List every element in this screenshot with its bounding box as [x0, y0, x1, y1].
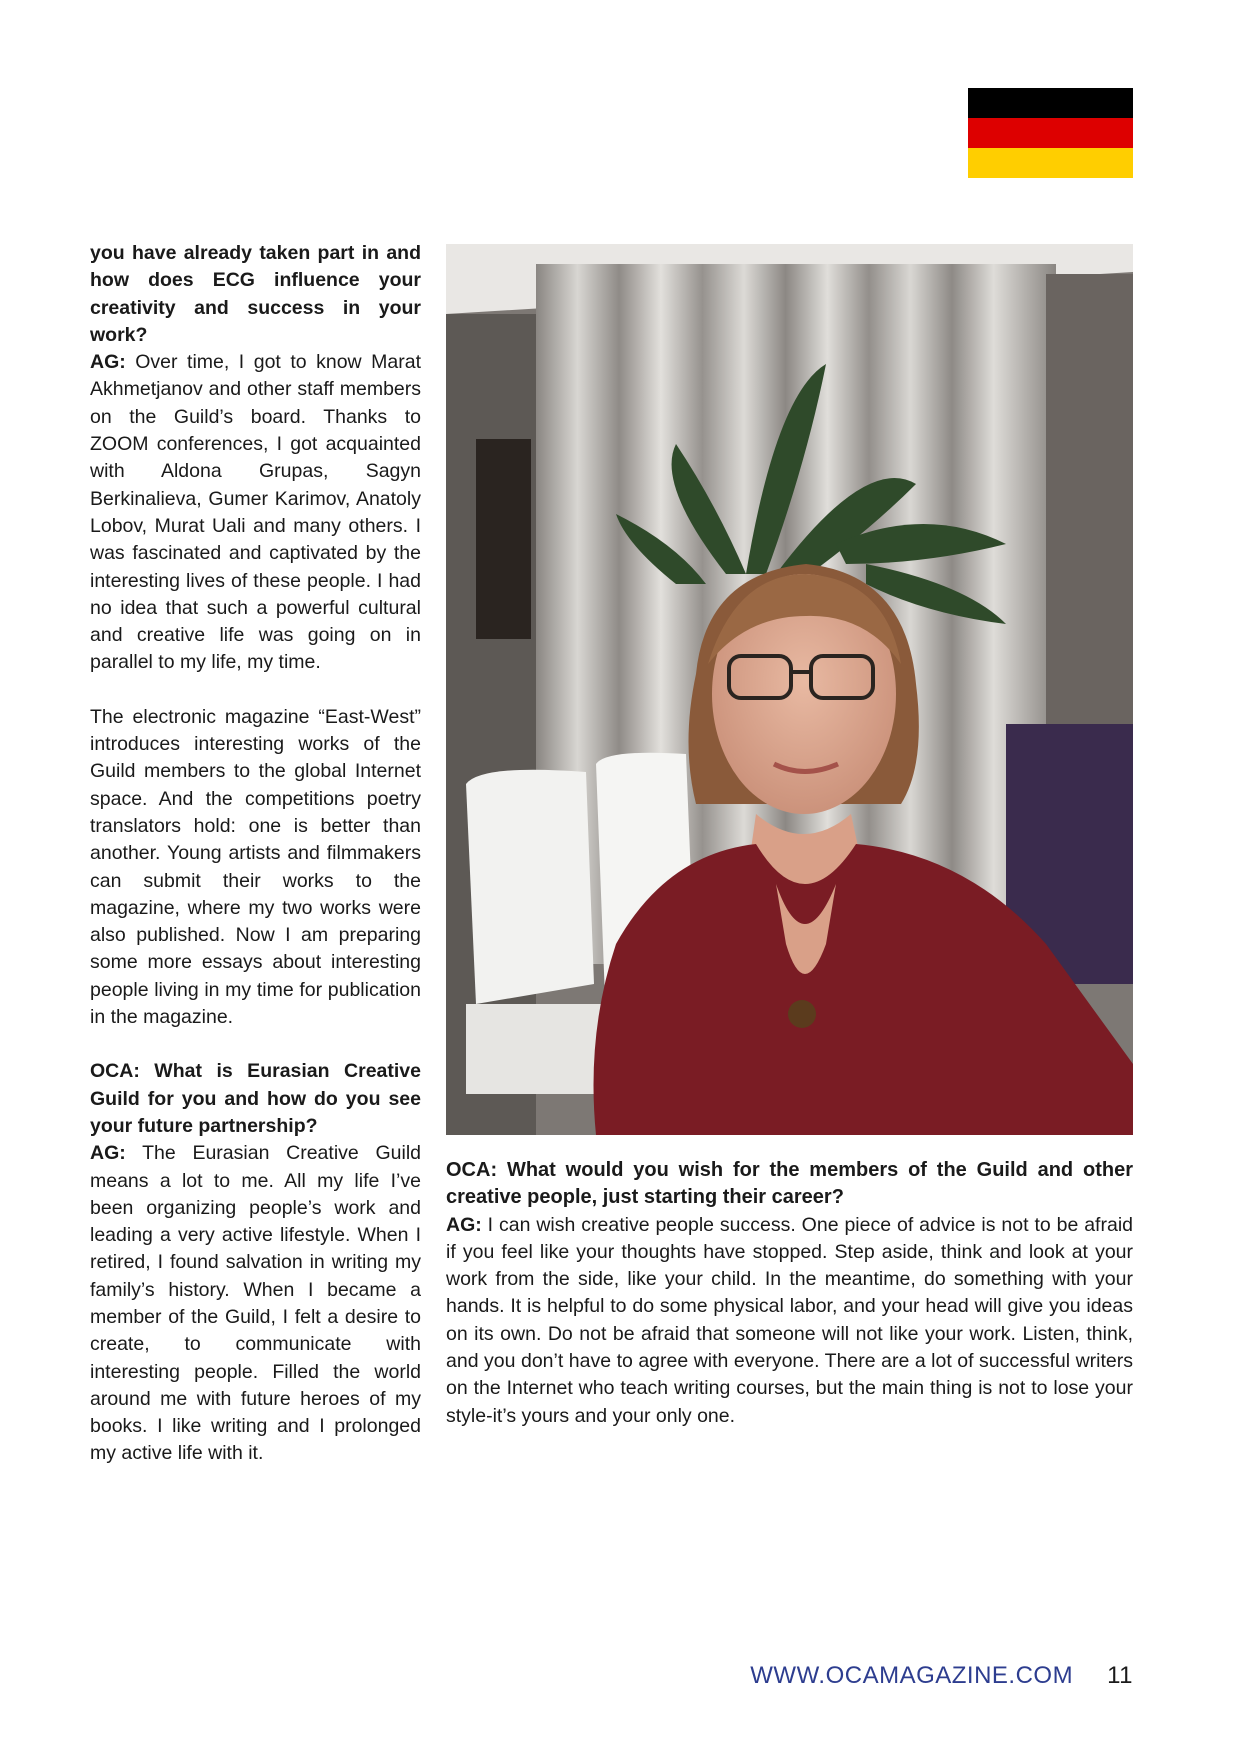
germany-flag-icon [968, 88, 1133, 178]
question-1-tail: you have already taken part in and how does ECG influence your creativity and success in your work? [90, 242, 421, 346]
portrait-illustration [446, 244, 1133, 1135]
answer-1-speaker: AG: [90, 351, 126, 374]
interview-block-1 [90, 240, 421, 677]
question-3: OCA: What would you wish for the members of the Guild and other creative people, just starting their career? [446, 1159, 1133, 1209]
portrait-photo [446, 244, 1133, 1135]
flag-stripe-black [968, 88, 1133, 118]
answer-1-text: Over time, I got to know Marat Akhmetjanov and other staff members on the Guild’s board. Thanks to ZOOM conferences, I got acquainted with Aldona Grupas, Sagyn Berkinalieva, Gumer Karimov, Anatoly Lobov, Murat Uali and many others. I was fascinated and captivated by the interesting lives of these people. I had no idea that such a powerful cultural and creative life was going on in parallel to my life, my time. [90, 351, 421, 674]
answer-2-speaker: AG: [90, 1142, 126, 1165]
answer-3-speaker: AG: [446, 1213, 482, 1236]
right-column [446, 1157, 1133, 1430]
flag-stripe-gold [968, 148, 1133, 178]
paragraph-magazine: The electronic magazine “East-West” introduces interesting works of the Guild members to the global Internet space. And the competitions poetry translators hold: one is better than another. Young artists and filmmakers can submit their works to the magazine, where my two works were also published. Now I am preparing some more essays about interesting people living in my time for publication in the magazine. [90, 705, 421, 1029]
page-number: 11 [1107, 1662, 1133, 1689]
website-link[interactable]: WWW.OCAMAGAZINE.COM [750, 1662, 1074, 1689]
page-footer [750, 1662, 1133, 1690]
answer-2-text: The Eurasian Creative Guild means a lot to me. All my life I’ve been organizing people’s work and leading a very active lifestyle. When I retired, I found salvation in writing my family’s history. When I became a member of the Guild, I felt a desire to create, to communicate with interesting people. Filled the world around me with future heroes of my books. I like writing and I prolonged my active life with it. [90, 1142, 421, 1465]
left-column [90, 240, 421, 1495]
flag-stripe-red [968, 118, 1133, 148]
answer-3-text: I can wish creative people success. One piece of advice is not to be afraid if you feel like your thoughts have stopped. Step aside, think and look at your work from the side, like your child. In the meantime, do something with your hands. It is helpful to do some physical labor, and your head will give you ideas on its own. Do not be afraid that someone will not like your work. Listen, think, and you don’t have to agree with everyone. There are a lot of successful writers on the Internet who teach writing courses, but the main thing is not to lose your style-it’s yours and your only one. [446, 1213, 1133, 1427]
interview-block-2 [90, 1058, 421, 1467]
question-2: OCA: What is Eurasian Creative Guild for you and how do you see your future partnership? [90, 1060, 421, 1137]
